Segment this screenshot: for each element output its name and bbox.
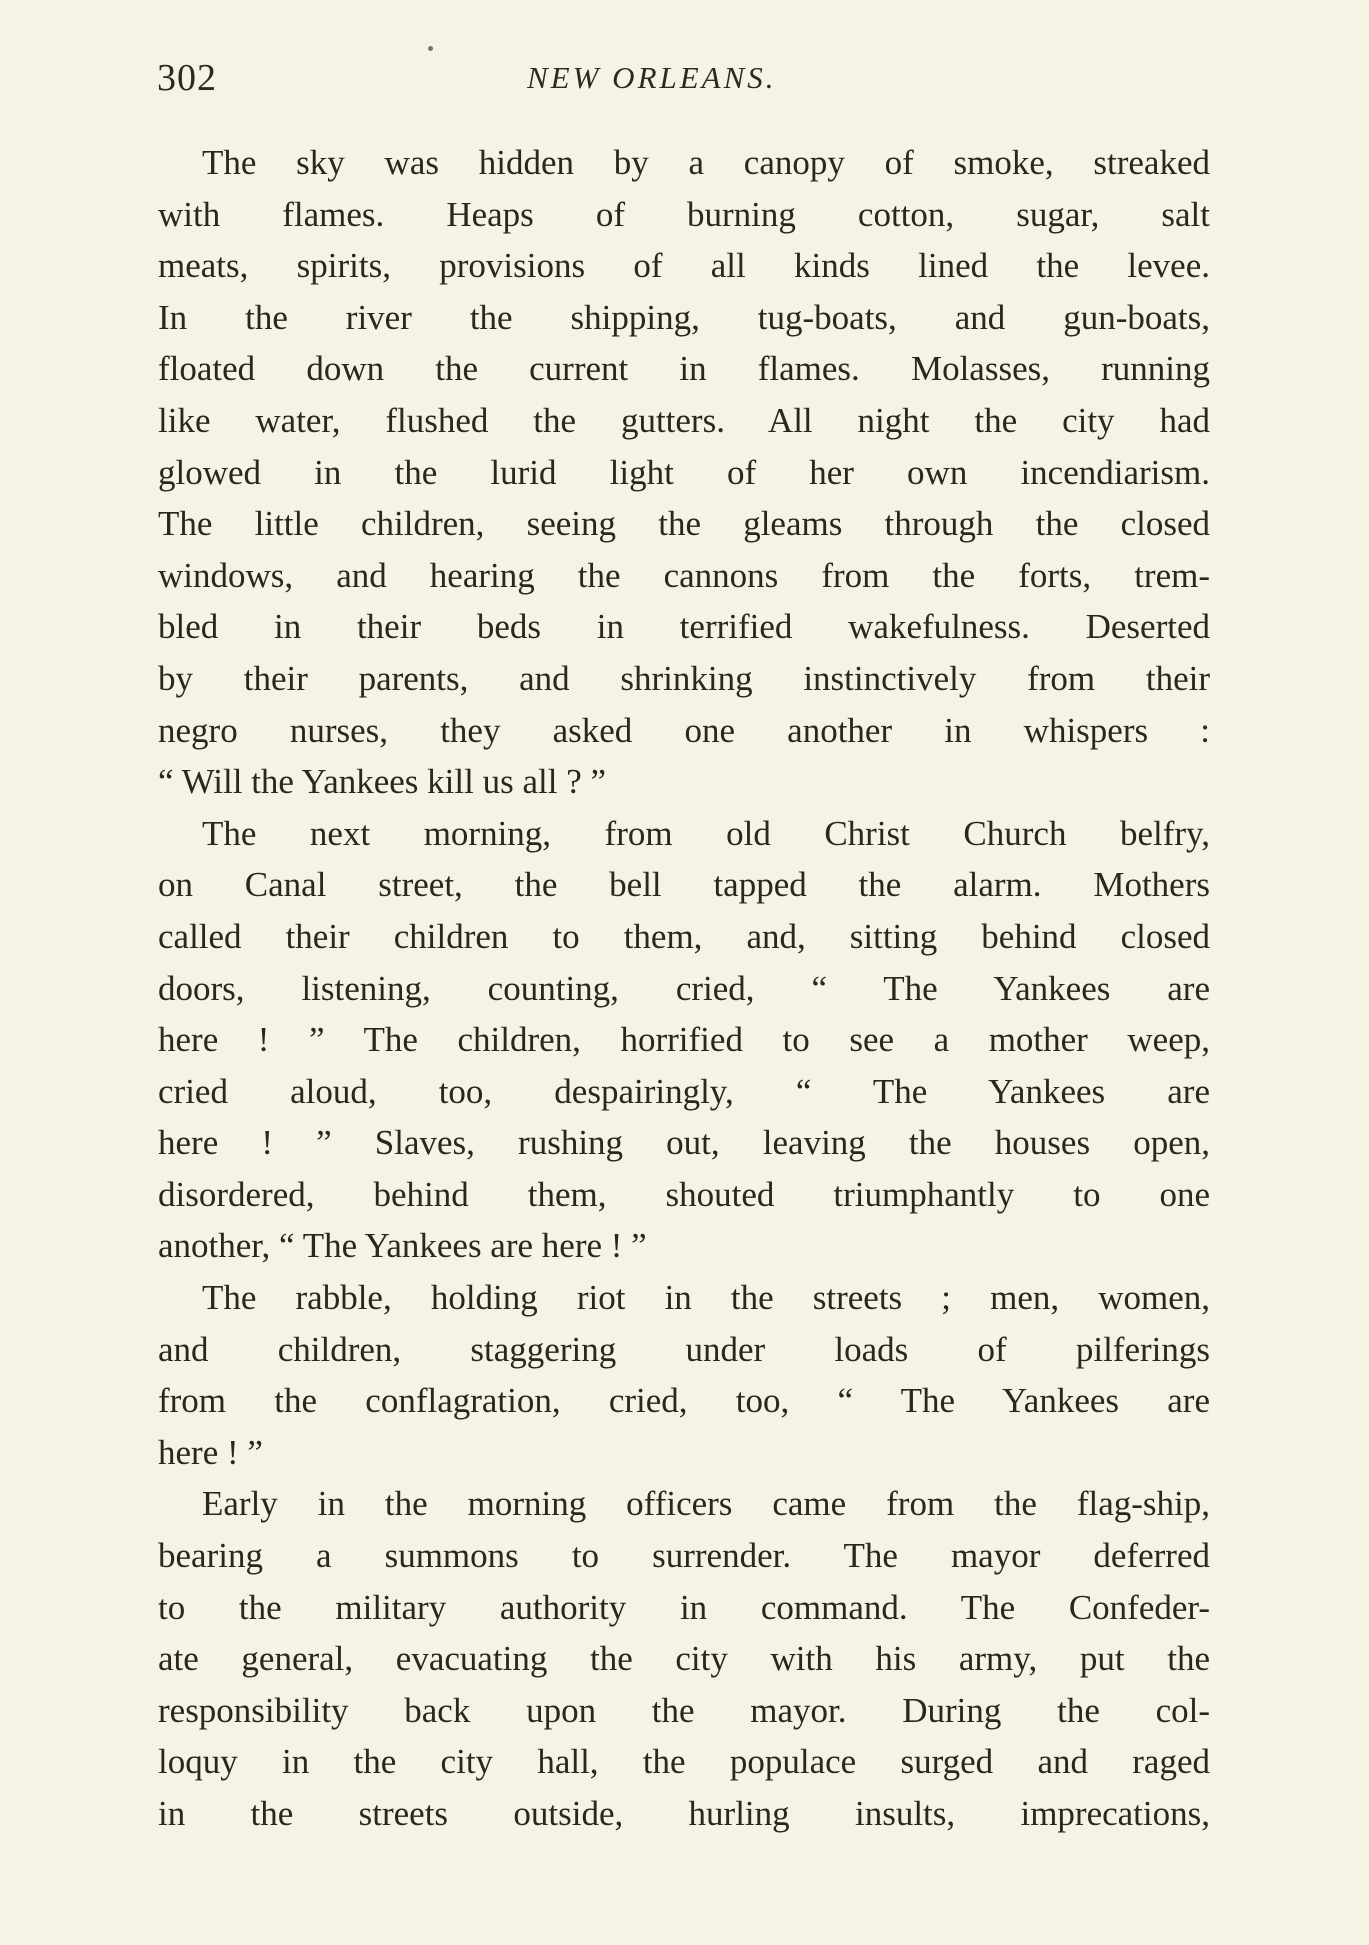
running-head (157, 56, 1209, 106)
text-line: on Canal street, the bell tapped the alarm. Mothers (158, 865, 1210, 905)
text-line: by their parents, and shrinking instinctively from their (158, 658, 1210, 698)
text-line: called their children to them, and, sitting behind closed (158, 916, 1210, 956)
text-line: negro nurses, they asked one another in whispers : (158, 710, 1210, 750)
text-line: disordered, behind them, shouted triumphantly to one (158, 1174, 1210, 1214)
text-line: Early in the morning officers came from the flag-ship, (202, 1484, 1210, 1524)
text-line: windows, and hearing the cannons from the forts, trem- (158, 555, 1210, 595)
page-number: 302 (157, 57, 217, 99)
text-line: ate general, evacuating the city with his army, put the (158, 1639, 1210, 1679)
text-line: doors, listening, counting, cried, “ The Yankees are (158, 968, 1210, 1008)
text-line: here ! ” (158, 1432, 263, 1472)
text-line: here ! ” Slaves, rushing out, leaving the houses open, (158, 1123, 1210, 1163)
text-line: glowed in the lurid light of her own incendiarism. (158, 452, 1210, 492)
running-title: NEW ORLEANS. (527, 60, 777, 95)
text-line: another, “ The Yankees are here ! ” (158, 1226, 647, 1266)
text-line: In the river the shipping, tug-boats, and gun-boats, (158, 297, 1210, 337)
text-line: to the military authority in command. The Confeder- (158, 1587, 1210, 1627)
text-line: The sky was hidden by a canopy of smoke, streaked (202, 143, 1210, 182)
text-line: The next morning, from old Christ Church belfry, (202, 813, 1210, 853)
text-line: with flames. Heaps of burning cotton, sugar, salt (158, 194, 1210, 234)
body-text (158, 137, 1210, 1840)
print-speck (428, 46, 433, 51)
text-line: in the streets outside, hurling insults, imprecations, (158, 1794, 1210, 1833)
text-line: The rabble, holding riot in the streets ; men, women, (202, 1278, 1210, 1318)
text-line: responsibility back upon the mayor. During the col- (158, 1690, 1210, 1730)
text-line: floated down the current in flames. Molasses, running (158, 349, 1210, 389)
text-line: here ! ” The children, horrified to see a mother weep, (158, 1020, 1210, 1060)
text-line: meats, spirits, provisions of all kinds lined the levee. (158, 246, 1210, 286)
text-line: and children, staggering under loads of pilferings (158, 1329, 1210, 1369)
text-line: bearing a summons to surrender. The mayor deferred (158, 1536, 1210, 1576)
text-line: like water, flushed the gutters. All night the city had (158, 400, 1210, 440)
text-line: from the conflagration, cried, too, “ The Yankees are (158, 1381, 1210, 1421)
text-line: “ Will the Yankees kill us all ? ” (158, 762, 607, 802)
text-line: bled in their beds in terrified wakefulness. Deserted (158, 607, 1210, 647)
text-line: loquy in the city hall, the populace surged and raged (158, 1742, 1210, 1782)
text-line: The little children, seeing the gleams through the closed (158, 504, 1210, 544)
text-line: cried aloud, too, despairingly, “ The Yankees are (158, 1071, 1210, 1111)
